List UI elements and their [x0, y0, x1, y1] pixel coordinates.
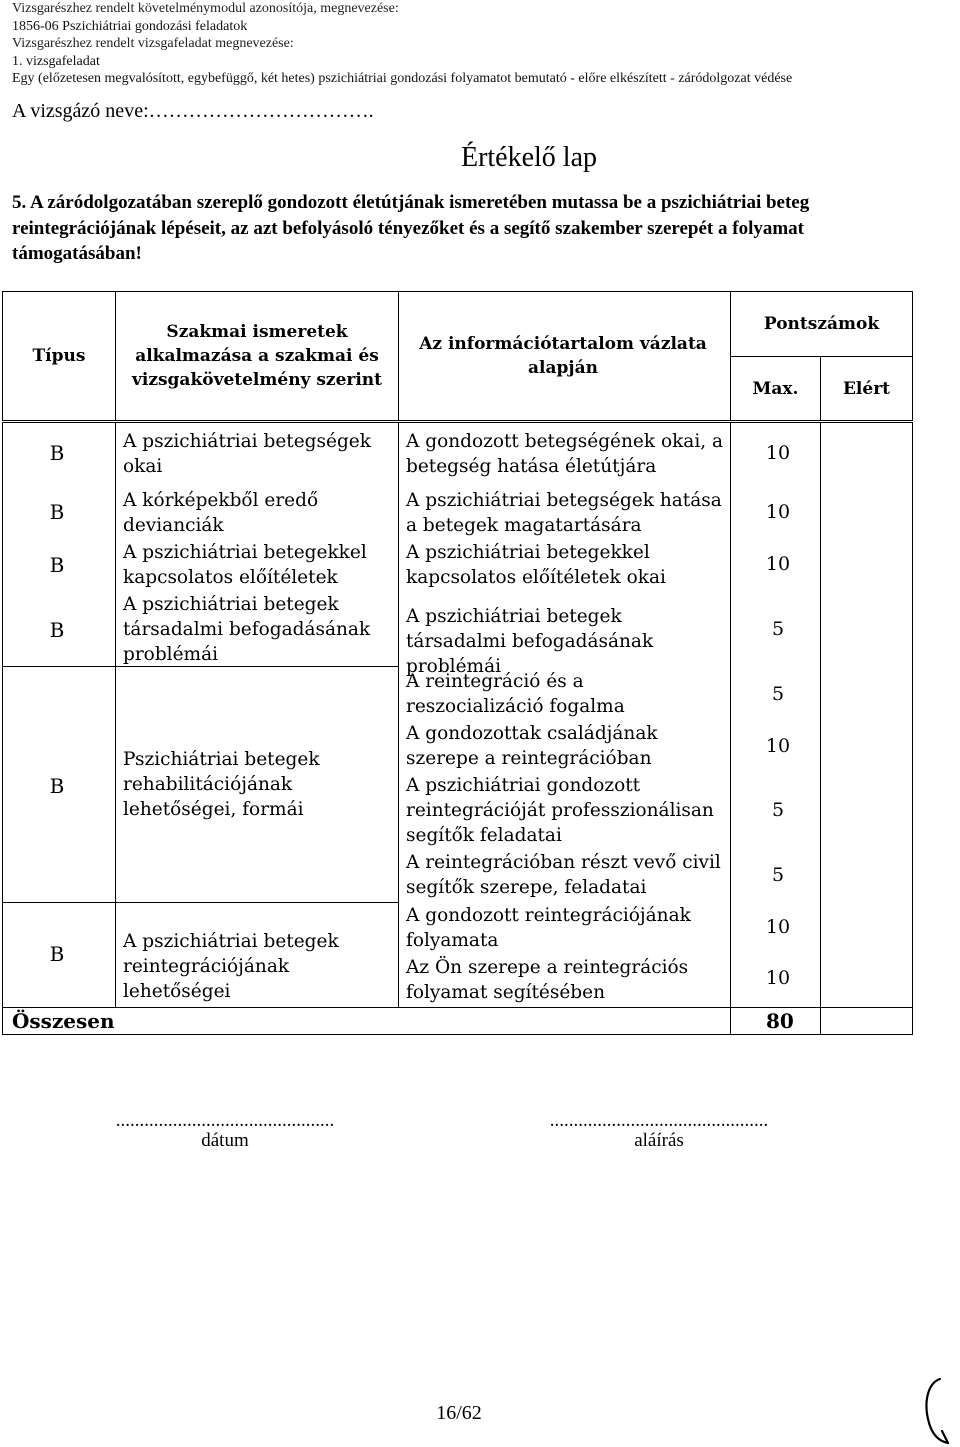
table-border [820, 422, 821, 1035]
max-points-cell: 10 [765, 501, 791, 523]
column-header-info: Az információtartalom vázlata alapján [419, 334, 707, 378]
page-number: 16/62 [436, 1402, 482, 1424]
table-border [115, 422, 116, 1007]
date-label: dátum [201, 1130, 249, 1151]
column-header-skill: Szakmai ismeretek alkalmazása a szakmai és vizsgakövetelmény szerint [131, 322, 383, 390]
info-cell: A reintegráció és a reszocializáció fogalma [406, 671, 625, 717]
type-cell: B [49, 942, 65, 966]
column-header-type: Típus [32, 346, 86, 366]
max-points-cell: 5 [771, 864, 785, 886]
handwritten-initial-mark [918, 1375, 958, 1447]
max-points-cell: 10 [765, 553, 791, 575]
skill-cell: A pszichiátriai betegségek okai [123, 431, 371, 477]
table-border [730, 422, 731, 1035]
info-cell: A gondozott reintegrációjának folyamata [406, 905, 691, 951]
column-header-max: Max. [752, 378, 799, 399]
skill-cell: A kórképekből eredő devianciák [123, 490, 319, 536]
type-cell: B [49, 774, 65, 798]
info-cell: A gondozott betegségének okai, a betegség hatása életútjára [406, 431, 724, 477]
exam-task: 5. A záródolgozatában szereplő gondozott életútjának ismeretében mutassa be a pszichiátriai beteg reintegrációjának lépéseit, az azt befolyásoló tényezőket és a segítő szakember szerepét a folyamat támogatásában! [12, 192, 810, 264]
table-border [115, 291, 116, 421]
info-cell: A reintegrációban részt vevő civil segítők szerepe, feladatai [406, 852, 721, 898]
info-cell: A pszichiátriai betegekkel kapcsolatos előítéletek okai [406, 542, 666, 588]
table-border [2, 420, 913, 421]
max-points-cell: 5 [771, 799, 785, 821]
table-border [2, 1034, 913, 1035]
skill-cell: A pszichiátriai betegek reintegrációjának lehetőségei [123, 931, 339, 1002]
table-border [398, 291, 399, 421]
max-points-cell: 10 [765, 735, 791, 757]
task-description: Egy (előzetesen megvalósított, egybefüggő, két hetes) pszichiátriai gondozási folyamatot bemutató - előre elkészített - záródolgozat védése [12, 71, 793, 86]
task-number: 1. vizsgafeladat [12, 53, 100, 69]
total-value: 80 [766, 1009, 794, 1033]
max-points-cell: 5 [771, 683, 785, 705]
type-cell: B [49, 441, 65, 465]
type-cell: B [49, 553, 65, 577]
info-cell: A gondozottak családjának szerepe a reintegrációban [406, 723, 658, 769]
max-points-cell: 10 [765, 916, 791, 938]
skill-cell: Pszichiátriai betegek rehabilitációjának lehetőségei, formái [123, 749, 320, 820]
max-points-cell: 10 [765, 442, 791, 464]
table-border [398, 422, 399, 1007]
signature-label: aláírás [634, 1130, 684, 1151]
table-border [2, 1007, 913, 1008]
page-title: Értékelő lap [460, 142, 598, 173]
info-cell: A pszichiátriai betegségek hatása a betegek magatartására [406, 490, 722, 536]
skill-cell: A pszichiátriai betegekkel kapcsolatos előítéletek [123, 542, 367, 588]
candidate-name-line: A vizsgázó neve:……………………………. [12, 100, 374, 122]
table-border [2, 422, 913, 423]
column-header-points: Pontszámok [763, 314, 880, 334]
signature-dots: .............................................. [549, 1110, 769, 1131]
info-cell: A pszichiátriai gondozott reintegrációját professzionálisan segítők feladatai [406, 775, 714, 846]
info-cell: Az Ön szerepe a reintegrációs folyamat segítésében [406, 957, 689, 1003]
task-label: Vizsgarészhez rendelt vizsgafeladat megnevezése: [12, 36, 294, 51]
module-value: 1856-06 Pszichiátriai gondozási feladatok [12, 18, 248, 34]
table-border [912, 291, 913, 421]
module-label: Vizsgarészhez rendelt követelménymodul azonosítója, megnevezése: [12, 1, 399, 16]
max-points-cell: 10 [765, 967, 791, 989]
type-cell: B [49, 618, 65, 642]
date-dots: .............................................. [115, 1110, 335, 1131]
table-border [2, 422, 3, 1035]
table-border [912, 422, 913, 1035]
document-header [12, 0, 792, 88]
table-border [2, 902, 399, 903]
total-label: Összesen [12, 1009, 115, 1033]
max-points-cell: 5 [771, 618, 785, 640]
type-cell: B [49, 500, 65, 524]
skill-cell: A pszichiátriai betegek társadalmi befogadásának problémái [123, 594, 371, 665]
info-cell: A pszichiátriai betegek társadalmi befogadásának problémái [406, 606, 654, 677]
column-header-earned: Elért [842, 378, 891, 399]
